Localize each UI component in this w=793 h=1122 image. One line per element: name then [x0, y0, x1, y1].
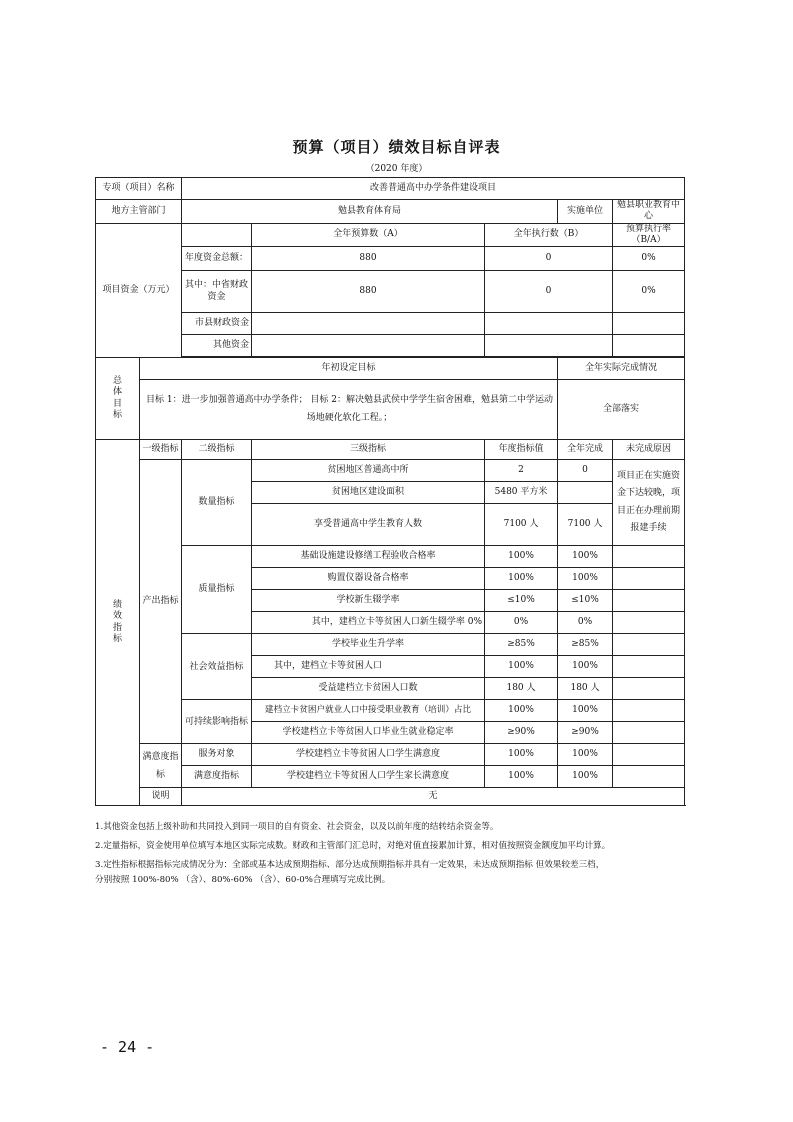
funds-row-exec: 0: [485, 271, 613, 313]
indicator-done: 100%: [558, 546, 613, 568]
indicator-done: 100%: [558, 568, 613, 590]
funds-rate-header: 预算执行率（B/A）: [613, 223, 685, 247]
indicator-target: 5480 平方米: [485, 482, 558, 504]
self-evaluation-table: [95, 177, 685, 806]
funds-row-budget: [252, 313, 485, 335]
indicator-name: 贫困地区建设面积: [252, 482, 485, 504]
funds-row-label: 市县财政资金: [182, 313, 252, 335]
indicator-name: 学校建档立卡等贫困人口学生家长满意度: [252, 766, 485, 788]
indicator-done: 7100 人: [558, 504, 613, 546]
social-indicator: 社会效益指标: [182, 634, 252, 700]
header-reason: 未完成原因: [613, 440, 685, 460]
funds-row-rate: [613, 313, 685, 335]
indicator-done: 100%: [558, 700, 613, 722]
indicator-target: 7100 人: [485, 504, 558, 546]
funds-row-budget: 880: [252, 247, 485, 271]
report-year: （2020 年度）: [365, 164, 428, 174]
indicator-done: 0%: [558, 612, 613, 634]
indicator-target: 100%: [485, 700, 558, 722]
remark-label: 说明: [140, 788, 182, 806]
goal-done-header: 全年实际完成情况: [558, 358, 685, 380]
indicator-name: 受益建档立卡贫困人口数: [252, 678, 485, 700]
indicator-name: 学校建档立卡等贫困人口毕业生就业稳定率: [252, 722, 485, 744]
header-l1: 一级指标: [140, 440, 182, 460]
indicator-target: 180 人: [485, 678, 558, 700]
header-l3: 三级指标: [252, 440, 485, 460]
funds-row-exec: 0: [485, 247, 613, 271]
unit-value: 勉县职业教育中心: [613, 200, 685, 224]
indicator-target: ≤10%: [485, 590, 558, 612]
indicator-name: 基础设施建设修缮工程验收合格率: [252, 546, 485, 568]
indicator-name: 购置仪器设备合格率: [252, 568, 485, 590]
indicator-done: 100%: [558, 744, 613, 766]
indicator-name: 学校毕业生升学率: [252, 634, 485, 656]
goal-done-text: 全部落实: [558, 380, 685, 440]
indicator-done: ≥90%: [558, 722, 613, 744]
project-name-value: 改善普通高中办学条件建设项目: [182, 178, 685, 200]
indicators-label: [96, 440, 140, 806]
indicator-name: 建档立卡贫困户就业人口中接受职业教育（培训）占比: [252, 700, 485, 722]
indicators-label-text: 绩效指标: [113, 600, 123, 644]
indicator-target: 100%: [485, 546, 558, 568]
funds-row-rate: [613, 335, 685, 357]
goal-set-header: 年初设定目标: [140, 358, 558, 380]
funds-row-label: 年度资金总额：: [182, 247, 252, 271]
overall-goal-label-text: 总体目标: [113, 376, 123, 420]
indicator-done: 100%: [558, 766, 613, 788]
indicator-done: [558, 482, 613, 504]
funds-row-exec: [485, 313, 613, 335]
header-done: 全年完成: [558, 440, 613, 460]
dept-value: 勉县教育体育局: [182, 200, 558, 224]
funds-label: 项目资金（万元）: [96, 223, 182, 358]
funds-row-label: 其他资金: [182, 335, 252, 357]
funds-row-budget: 880: [252, 271, 485, 313]
page-title: 预算（项目）绩效目标自评表: [292, 138, 501, 156]
dept-label: 地方主管部门: [96, 200, 182, 224]
footnote: 分别按照 100%-80% （含）、80%-60% （含）、60-0%合理填写完成比例。: [95, 874, 391, 885]
unit-label: 实施单位: [558, 200, 613, 224]
indicator-name: 其中，建档立卡等贫困人口: [252, 656, 485, 678]
footnote: 3.定性指标根据指标完成情况分为：全部或基本达成预期指标、部分达成预期指标并具有一定效果，未达成预期指标 但效果较差三档，: [95, 860, 605, 871]
goal-set-text: 目标 1：进一步加强普通高中办学条件； 目标 2：解决勉县武侯中学学生宿舍困难，勉县第二中学运动场地硬化软化工程。；: [140, 380, 558, 440]
indicator-target: ≥85%: [485, 634, 558, 656]
indicator-done: 0: [558, 460, 613, 482]
project-name-label: 专项（项目）名称: [96, 178, 182, 200]
remark-value: 无: [182, 788, 685, 806]
indicator-target: 2: [485, 460, 558, 482]
satisfaction-l2-a: 服务对象: [182, 744, 252, 766]
indicator-name: 学校建档立卡等贫困人口学生满意度: [252, 744, 485, 766]
overall-goal-label: [96, 358, 140, 440]
sustain-indicator: 可持续影响指标: [182, 700, 252, 744]
satisfaction-indicator: 满意度指标: [140, 744, 182, 788]
header-l2: 二级指标: [182, 440, 252, 460]
quantity-indicator: 数量指标: [182, 460, 252, 546]
indicator-reason: 项目正在实施资金下达较晚，项目正在办理前期报建手续: [613, 460, 685, 546]
funds-budget-header: 全年预算数（A）: [252, 223, 485, 247]
funds-row-budget: [252, 335, 485, 357]
indicator-done: 100%: [558, 656, 613, 678]
quality-indicator: 质量指标: [182, 546, 252, 634]
indicator-target: 100%: [485, 656, 558, 678]
indicator-name: 其中，建档立卡等贫困人口新生辍学率 0%: [252, 612, 485, 634]
indicator-done: 180 人: [558, 678, 613, 700]
page-number: - 24 -: [100, 1038, 155, 1056]
output-indicator: 产出指标: [140, 460, 182, 744]
funds-row-label: 其中：中省财政资金: [182, 271, 252, 313]
footnote: 2.定量指标，资金使用单位填写本地区实际完成数。财政和主管部门汇总时，对绝对值直接累加计算，相对值按照资金额度加平均计算。: [95, 841, 611, 852]
indicator-target: 100%: [485, 568, 558, 590]
funds-row-rate: 0%: [613, 271, 685, 313]
funds-row-exec: [485, 335, 613, 357]
indicator-name: 贫困地区普通高中所: [252, 460, 485, 482]
funds-exec-header: 全年执行数（B）: [485, 223, 613, 247]
footnote: 1.其他资金包括上级补助和共同投入到同一项目的自有资金、社会资金，以及以前年度的结转结余资金等。: [95, 822, 499, 832]
funds-row-rate: 0%: [613, 247, 685, 271]
header-target: 年度指标值: [485, 440, 558, 460]
indicator-target: ≥90%: [485, 722, 558, 744]
indicator-target: 100%: [485, 744, 558, 766]
footnotes: [95, 822, 695, 894]
indicator-target: 0%: [485, 612, 558, 634]
indicator-name: 学校新生辍学率: [252, 590, 485, 612]
indicator-name: 享受普通高中学生教育人数: [252, 504, 485, 546]
satisfaction-l2-b: 满意度指标: [182, 766, 252, 788]
indicator-target: 100%: [485, 766, 558, 788]
indicator-done: ≥85%: [558, 634, 613, 656]
indicator-done: ≤10%: [558, 590, 613, 612]
